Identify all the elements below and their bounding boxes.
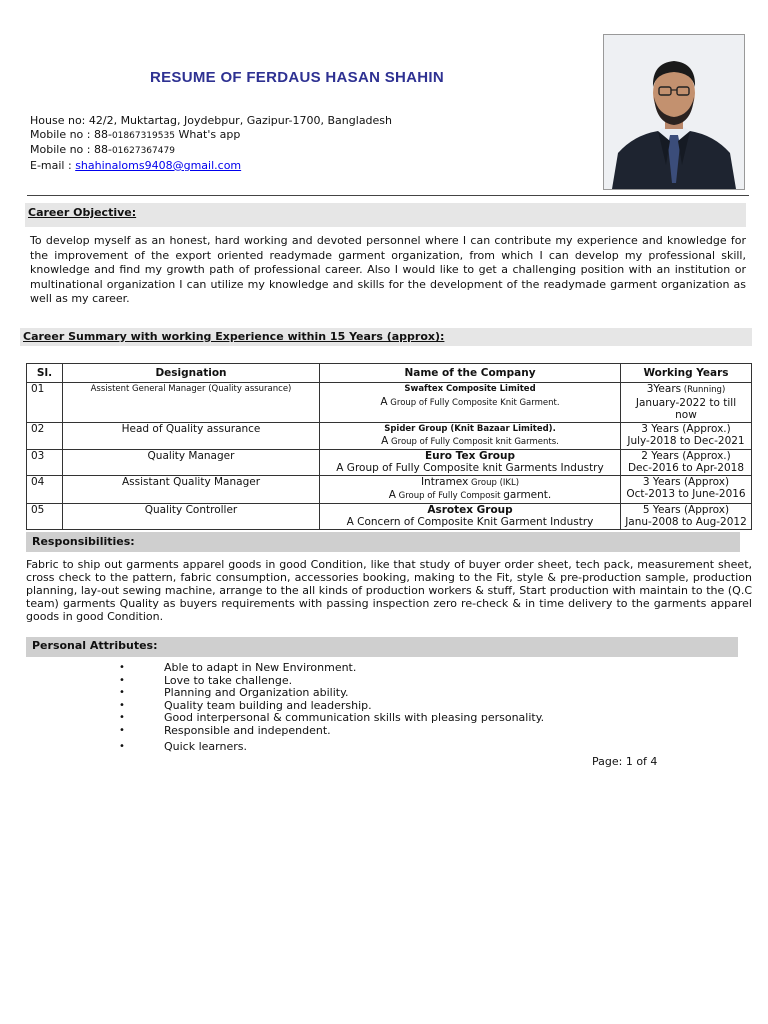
list-item: • Quality team building and leadership. xyxy=(119,698,372,712)
email-line xyxy=(30,159,392,173)
sl-cell: 03 xyxy=(27,449,63,475)
career-summary-heading: Career Summary with working Experience within 15 Years (approx): xyxy=(23,330,445,343)
company-name: Asrotex Group xyxy=(427,503,513,516)
table-row xyxy=(27,383,752,423)
column-header-working-years: Working Years xyxy=(621,364,752,383)
experience-table xyxy=(26,363,752,530)
mobile-line-2 xyxy=(30,143,392,159)
page-number: Page: 1 of 4 xyxy=(592,755,658,768)
responsibilities-heading: Responsibilities: xyxy=(32,535,135,548)
company-description: A Group of Fully Composite knit Garments Industry xyxy=(336,462,604,474)
years-duration: 3 Years (Approx) xyxy=(642,475,730,488)
company-cell xyxy=(320,503,621,529)
column-header-sl: Sl. xyxy=(27,364,63,383)
company-cell xyxy=(320,422,621,449)
bullet-icon: • xyxy=(119,724,125,736)
column-header-designation: Designation xyxy=(63,364,320,383)
attributes-list xyxy=(119,661,724,753)
working-years-cell xyxy=(621,383,752,423)
table-row xyxy=(27,449,752,475)
column-header-company: Name of the Company xyxy=(320,364,621,383)
list-item: • Planning and Organization ability. xyxy=(119,686,349,700)
sl-cell: 05 xyxy=(27,503,63,529)
email-label: E-mail : xyxy=(30,158,76,172)
bullet-icon: • xyxy=(119,662,125,673)
table-row xyxy=(27,503,752,529)
responsibilities-text: Fabric to ship out garments apparel goods in good Condition, like that study of buyer order sheet, tech pack, measurement sheet, cross check to the pattern, fabric consumption, accessories booking, making to the Fit, style & pre-production sample, production planning, lay-out sewing machine, arrange to the all kinds of production workers & stuff, Start production with maintain to the (Q.C team) garments Quality as buyers requirements with passing inspection zero re-check & in time delivery to the garments apparel goods in good Condition. xyxy=(26,558,752,623)
table-row xyxy=(27,475,752,503)
designation-cell: Quality Controller xyxy=(63,503,320,529)
address-line: House no: 42/2, Muktartag, Joydebpur, Gazipur-1700, Bangladesh xyxy=(30,114,393,127)
list-item: • Quick learners. xyxy=(119,739,247,753)
company-description: A Concern of Composite Knit Garment Industry xyxy=(346,516,594,528)
bullet-icon: • xyxy=(119,712,125,724)
company-description: A Group of Fully Composite Knit Garment. xyxy=(380,395,560,408)
career-objective-heading: Career Objective: xyxy=(28,206,137,219)
bullet-icon: • xyxy=(119,740,125,752)
list-item: • Love to take challenge. xyxy=(119,673,293,687)
years-period: January-2022 to till now xyxy=(635,396,737,421)
working-years-cell xyxy=(621,449,752,475)
years-period: Janu-2008 to Aug-2012 xyxy=(625,516,747,528)
header-divider xyxy=(27,195,749,196)
table-header-row xyxy=(27,364,752,383)
career-summary-band xyxy=(20,328,752,346)
years-period: July-2018 to Dec-2021 xyxy=(627,435,745,447)
list-item: • Good interpersonal & communication skills with pleasing personality. xyxy=(119,711,545,725)
email-link[interactable]: shahinaloms9408@gmail.com xyxy=(75,158,242,172)
mobile-label: Mobile no : 88- xyxy=(30,127,112,141)
sl-cell: 04 xyxy=(27,475,63,503)
years-period: Oct-2013 to June-2016 xyxy=(626,488,746,500)
resume-title: RESUME OF FERDAUS HASAN SHAHIN xyxy=(150,69,445,86)
contact-block xyxy=(30,114,392,172)
list-item: • Able to adapt in New Environment. xyxy=(119,661,357,674)
sl-cell: 01 xyxy=(27,383,63,423)
profile-photo xyxy=(603,34,745,190)
mobile-number: 01627367479 xyxy=(111,146,175,157)
working-years-cell xyxy=(621,503,752,529)
sl-cell: 02 xyxy=(27,422,63,449)
working-years-cell xyxy=(621,422,752,449)
company-cell xyxy=(320,449,621,475)
mobile-label: Mobile no : 88- xyxy=(30,143,112,157)
attributes-list-container xyxy=(119,661,724,753)
portrait-image xyxy=(604,35,744,189)
list-item: • Responsible and independent. xyxy=(119,723,331,737)
responsibilities-band xyxy=(26,532,740,552)
bullet-icon: • xyxy=(119,687,125,699)
years-duration: 2 Years (Approx.) xyxy=(641,449,731,462)
designation-cell: Assistant Quality Manager xyxy=(63,475,320,503)
company-description: A Group of Fully Composit knit Garments. xyxy=(381,435,559,447)
table-row xyxy=(27,422,752,449)
career-objective-text: To develop myself as an honest, hard working and devoted personnel where I can contribute my experience and knowledge for the improvement of the export oriented readymade garment organization, from which I can develop my professional skill, knowledge and find my growth path of professional career. Also I would like to get a challenging position with an institution or multinational organization I can utilize my knowledge and skills for the development of the readymade garment organization as well as my career. xyxy=(30,234,746,306)
mobile-line-1 xyxy=(30,128,392,144)
mobile-number: 01867319535 xyxy=(111,130,175,141)
designation-cell: Assistent General Manager (Quality assurance) xyxy=(63,383,320,423)
years-duration: 5 Years (Approx) xyxy=(642,503,730,516)
company-name: Intramex Group (IKL) xyxy=(420,475,520,488)
bullet-icon: • xyxy=(119,699,125,711)
company-cell xyxy=(320,475,621,503)
working-years-cell xyxy=(621,475,752,503)
years-period: Dec-2016 to Apr-2018 xyxy=(627,462,745,474)
company-name: Spider Group (Knit Bazaar Limited). xyxy=(384,423,556,434)
designation-cell: Head of Quality assurance xyxy=(63,422,320,449)
personal-attributes-band xyxy=(26,637,738,657)
personal-attributes-heading: Personal Attributes: xyxy=(32,639,158,652)
designation-cell: Quality Manager xyxy=(63,449,320,475)
company-cell xyxy=(320,383,621,423)
company-name: Swaftex Composite Limited xyxy=(404,384,536,394)
bullet-icon: • xyxy=(119,674,125,686)
whatsapp-note: What's app xyxy=(174,127,241,141)
years-duration: 3 Years (Approx.) xyxy=(641,422,731,435)
career-objective-band xyxy=(25,203,746,227)
company-description: A Group of Fully Composit garment. xyxy=(388,489,552,501)
company-name: Euro Tex Group xyxy=(424,449,515,462)
years-duration: 3Years (Running) xyxy=(646,383,726,395)
